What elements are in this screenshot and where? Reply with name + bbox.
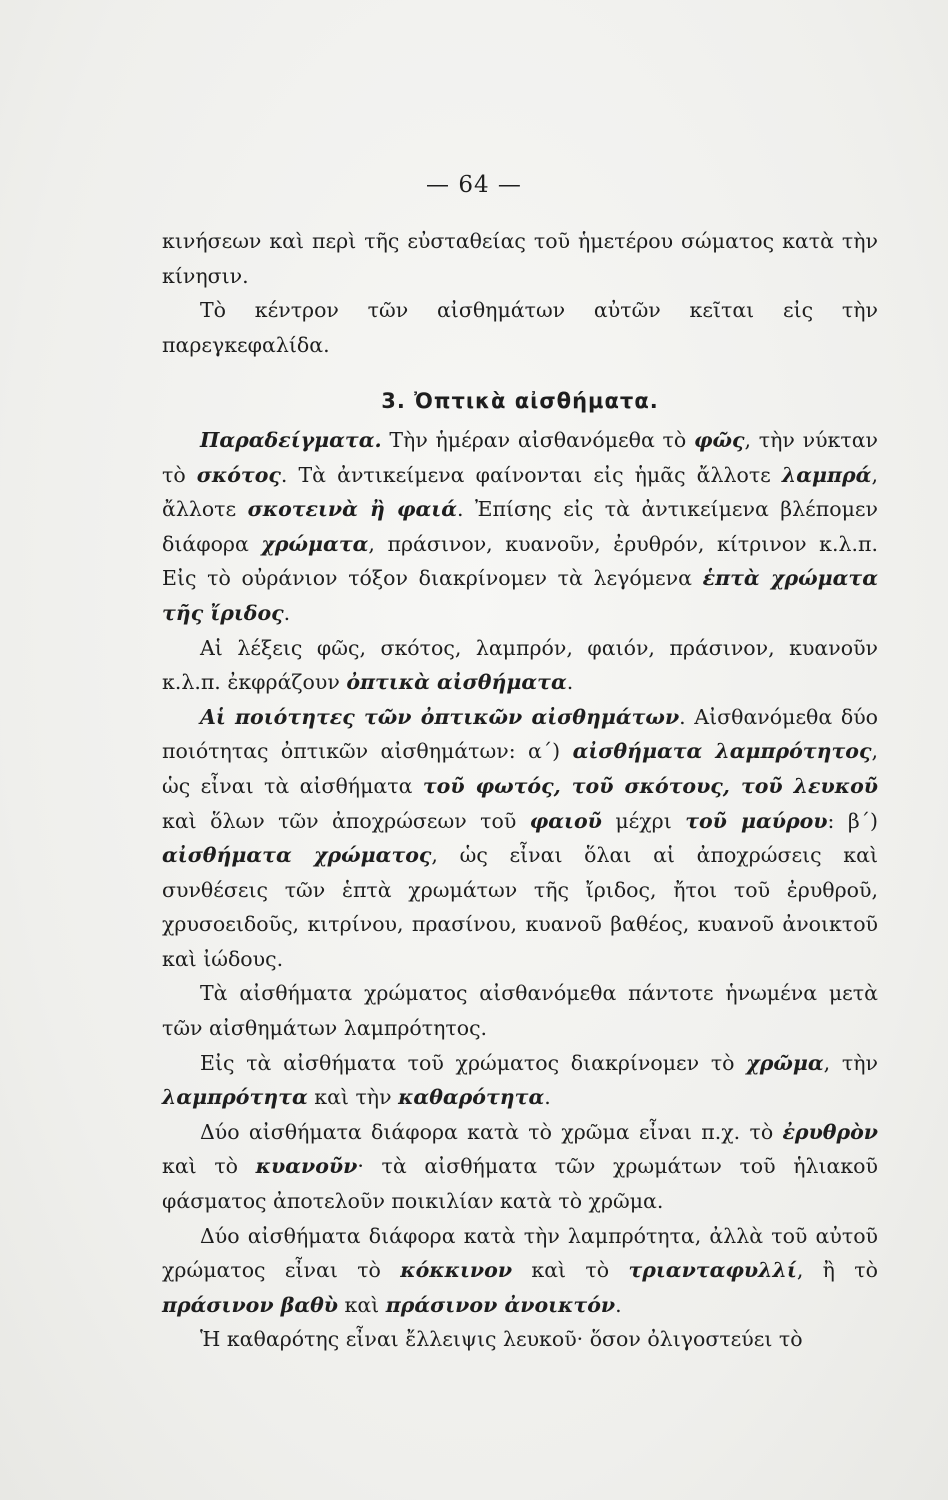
paragraph-distinguish bbox=[162, 1046, 878, 1115]
bold-term: λαμπρά bbox=[781, 462, 872, 487]
paragraph-brightness-example bbox=[162, 1219, 878, 1323]
text-run: . bbox=[566, 670, 574, 695]
bold-term: πράσινον βαθὺ bbox=[162, 1292, 338, 1317]
paragraph-words bbox=[162, 631, 878, 700]
text-run: · τὰ αἰσθήματα τῶν χρωμάτων τοῦ ἡλιακοῦ φάσματος ἀποτελοῦν ποικιλίαν κατὰ τὸ χρῶμα. bbox=[162, 1154, 878, 1214]
bold-term: ἐρυθρὸν bbox=[782, 1119, 878, 1144]
paragraph-color-example bbox=[162, 1115, 878, 1219]
bold-term: κυανοῦν bbox=[255, 1154, 358, 1179]
text-run: Δύο αἰσθήματα διάφορα κατὰ τὸ χρῶμα εἶναι π.χ. τὸ bbox=[200, 1119, 783, 1144]
text-run: , ἢ τὸ bbox=[796, 1258, 878, 1283]
text-run: Αἱ λέξεις φῶς, σκότος, λαμπρόν, φαιόν, πράσινον, κυανοῦν κ.λ.π. ἐκφράζουν bbox=[162, 635, 878, 695]
text-run: καὶ bbox=[338, 1292, 386, 1317]
text-run: : β΄) bbox=[827, 808, 878, 833]
bold-term: τοῦ μαύρου bbox=[685, 808, 828, 833]
text-run: καὶ ὅλων τῶν ἀποχρώσεων τοῦ bbox=[162, 808, 530, 833]
paragraph-1: κινήσεων καὶ περὶ τῆς εὐσταθείας τοῦ ἡμετέρου σώματος κατὰ τὴν κίνησιν. bbox=[162, 229, 878, 288]
text-run: , τὴν νύκταν τὸ bbox=[162, 427, 878, 487]
page-number: — 64 — bbox=[426, 172, 522, 198]
bold-term: σκοτεινὰ ἢ φαιά bbox=[247, 497, 458, 522]
section-heading: 3. Ὀπτικὰ αἰσθήματα. bbox=[381, 389, 659, 414]
text-run: Τὴν ἡμέραν αἰσθανόμεθα τὸ bbox=[381, 427, 694, 452]
paragraph-purity: Ἡ καθαρότης εἶναι ἔλλειψις λευκοῦ· ὅσον ὀλιγοστεύει τὸ bbox=[200, 1327, 803, 1352]
text-run: . Τὰ ἀντικείμενα φαίνονται εἰς ἡμᾶς ἄλλοτε bbox=[280, 462, 782, 487]
paragraph-examples bbox=[162, 423, 878, 631]
bold-term: αἰσθήματα λαμπρότητος bbox=[572, 739, 872, 764]
bold-term: φαιοῦ bbox=[529, 808, 602, 833]
text-run: , ἄλλοτε bbox=[162, 462, 878, 522]
text-run: . bbox=[615, 1292, 622, 1317]
text-run: μέχρι bbox=[601, 808, 686, 833]
bold-term: φῶς bbox=[693, 427, 745, 452]
text-run: . bbox=[544, 1085, 551, 1110]
bold-term: πράσινον ἀνοικτόν bbox=[385, 1292, 616, 1317]
bold-term: τοῦ φωτός, τοῦ σκότους, τοῦ λευκοῦ bbox=[422, 773, 878, 798]
body-text bbox=[162, 224, 878, 1357]
bold-term: χρῶμα bbox=[746, 1050, 824, 1075]
bold-term: λαμπρότητα bbox=[162, 1085, 308, 1110]
bold-term: σκότος bbox=[196, 462, 281, 487]
bold-term: Αἱ ποιότητες τῶν ὀπτικῶν αἰσθημάτων bbox=[200, 704, 680, 729]
text-run: , τὴν bbox=[823, 1050, 878, 1075]
bold-term: χρώματα bbox=[261, 531, 369, 556]
text-run: . bbox=[283, 600, 291, 625]
paragraph-2: Τὸ κέντρον τῶν αἰσθημάτων αὐτῶν κεῖται εἰς τὴν παρεγκεφαλίδα. bbox=[162, 298, 878, 357]
bold-term: τριανταφυλλί bbox=[628, 1258, 797, 1283]
bold-term: Παραδείγματα. bbox=[200, 427, 382, 452]
text-run: καὶ τὴν bbox=[307, 1085, 399, 1110]
text-run: καὶ τὸ bbox=[512, 1258, 629, 1283]
paragraph-qualities bbox=[162, 700, 878, 977]
text-run: , ὡς εἶναι τὰ αἰσθήματα bbox=[162, 739, 878, 798]
text-run: Εἰς τὰ αἰσθήματα τοῦ χρώματος διακρίνομεν τὸ bbox=[200, 1050, 747, 1075]
text-run: , πράσινον, κυανοῦν, ἐρυθρόν, κίτρινον κ.λ.π. Εἰς τὸ οὐράνιον τόξον διακρίνομεν τὰ λεγόμενα bbox=[162, 531, 878, 591]
bold-term: ἑπτὰ χρώματα τῆς ἴριδος bbox=[162, 566, 878, 625]
bold-term: κόκκινον bbox=[400, 1258, 513, 1283]
bold-term: καθαρότητα bbox=[398, 1085, 545, 1110]
bold-term: αἰσθήματα χρώματος bbox=[162, 843, 432, 868]
paragraph-united: Τὰ αἰσθήματα χρώματος αἰσθανόμεθα πάντοτε ἡνωμένα μετὰ τῶν αἰσθημάτων λαμπρότητος. bbox=[162, 981, 878, 1041]
bold-term: ὀπτικὰ αἰσθήματα bbox=[346, 670, 567, 695]
text-run: Δύο αἰσθήματα διάφορα κατὰ τὴν λαμπρότητα, ἀλλὰ τοῦ αὐτοῦ χρώματος εἶναι τὸ bbox=[162, 1223, 878, 1283]
text-run: καὶ τὸ bbox=[162, 1154, 256, 1179]
text-run: . Ἐπίσης εἰς τὰ ἀντικείμενα βλέπομεν διάφορα bbox=[162, 497, 878, 556]
text-run: , ὡς εἶναι ὅλαι αἱ ἀποχρώσεις καὶ συνθέσεις τῶν ἑπτὰ χρωμάτων τῆς ἴριδος, ἤτοι τοῦ ἐρυθροῦ, χρυσοειδοῦς, κιτρίνου, πρασίνου, κυανοῦ βαθέος, κυανοῦ ἀνοικτοῦ καὶ ἰώδους. bbox=[162, 843, 878, 971]
text-run: . Αἰσθανόμεθα δύο ποιότητας ὀπτικῶν αἰσθημάτων: α΄) bbox=[162, 704, 878, 764]
